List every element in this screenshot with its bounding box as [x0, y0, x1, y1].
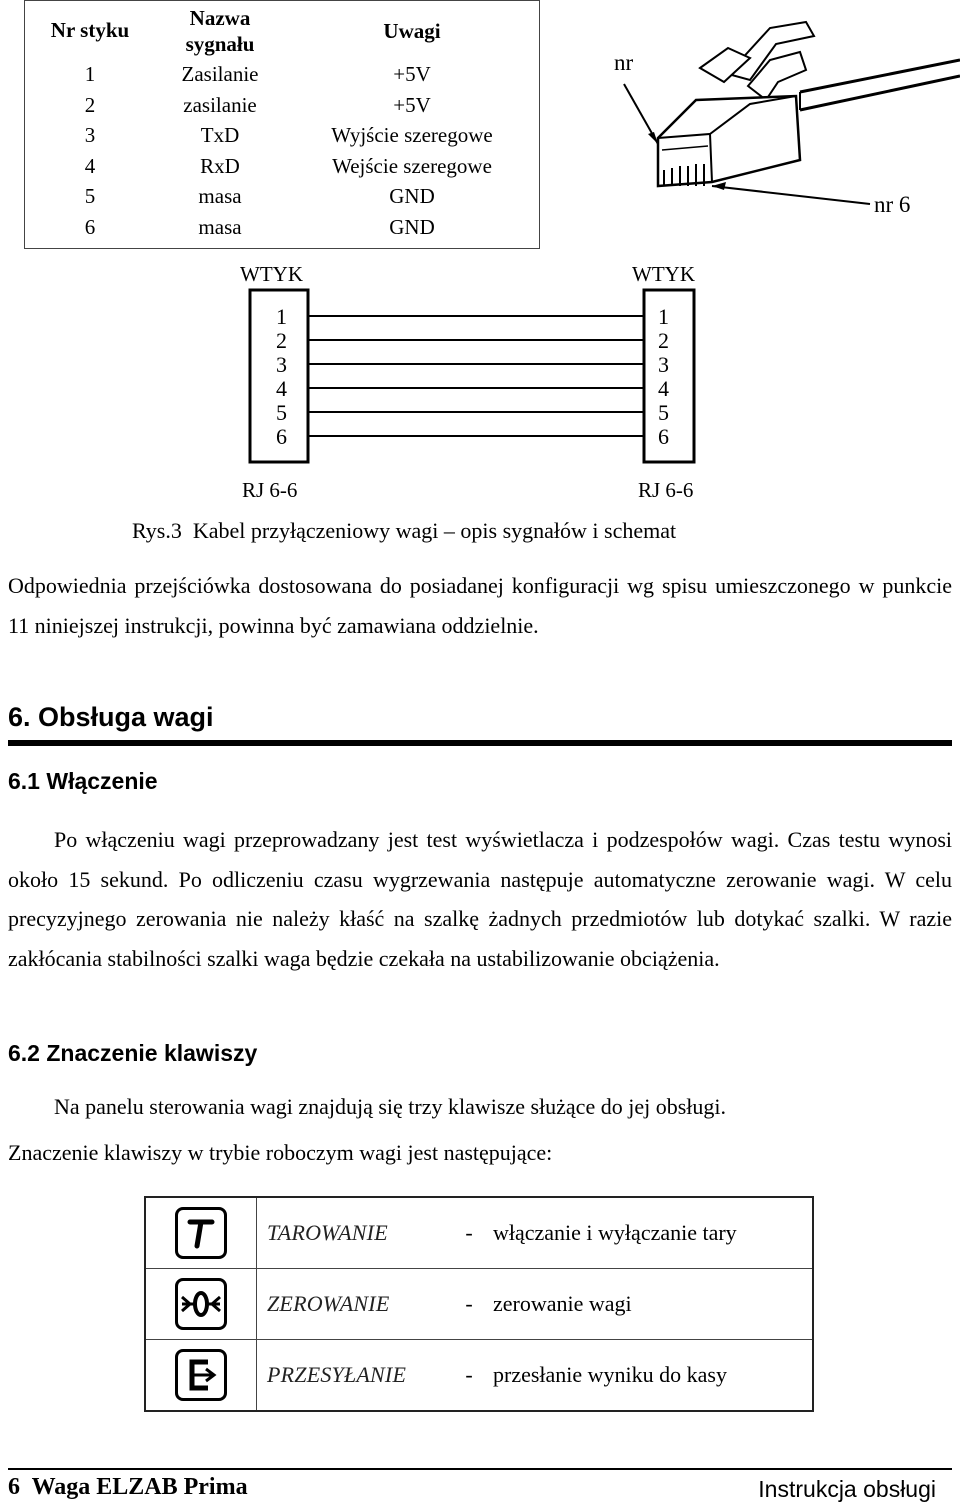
row-pin: 3: [84, 123, 96, 147]
key-dash: -: [465, 1220, 473, 1245]
row-name: zasilanie: [183, 92, 257, 117]
section-6-1-text: Po włączeniu wagi przeprowadzany jest test wyświetlacza i podzespołów wagi. Czas testu wynosi około 15 sekund. Po odliczeniu czasu wygrzewania następuje automatyczne zerowanie wagi. W celu precyzyjnego zerowania nie należy kłaść na szalkę żadnych przedmiotów lub dotykać szalki. W razie zakłócania stabilności szalki waga będzie czekała na ustabilizowanie obciążenia.: [8, 827, 952, 971]
header-notes: Uwagi: [383, 19, 441, 43]
signal-table-header: [25, 1, 540, 60]
section-divider: [8, 740, 952, 746]
footer-left: 6 Waga ELZAB Prima: [8, 1474, 248, 1500]
send-key-icon: [175, 1349, 227, 1401]
row-notes: +5V: [393, 62, 431, 86]
key-description: zerowanie wagi: [493, 1269, 813, 1340]
table-row: [145, 1340, 813, 1412]
key-icon-cell: [145, 1269, 257, 1340]
table-row: [25, 151, 540, 182]
key-dash: -: [445, 1340, 493, 1412]
row-name: TxD: [200, 123, 240, 147]
row-name: RxD: [200, 153, 240, 178]
left-pin: 6: [276, 424, 287, 449]
left-connector-type: RJ 6-6: [242, 478, 298, 502]
section-6-2-line1: Na panelu sterowania wagi znajdują się trzy klawisze służące do jej obsługi.: [54, 1094, 726, 1119]
footer-right: Instrukcja obsługi: [758, 1476, 936, 1502]
tare-key-icon: [175, 1207, 227, 1259]
table-row: [145, 1197, 813, 1269]
figure-caption: Rys.3 Kabel przyłączeniowy wagi – opis sygnałów i schemat: [132, 518, 677, 543]
right-pin: 5: [658, 400, 669, 425]
right-pin: 1: [658, 304, 669, 329]
table-row: [145, 1269, 813, 1340]
section-6-1-title: 6.1 Włączenie: [8, 768, 158, 794]
row-pin: 6: [84, 214, 96, 239]
row-pin: 5: [84, 184, 96, 208]
footer-rule: [8, 1468, 952, 1470]
key-name: TAROWANIE: [267, 1220, 388, 1245]
key-description: włączanie i wyłączanie tary: [493, 1220, 737, 1245]
header-name: Nazwa sygnału: [185, 6, 255, 56]
right-pin: 2: [658, 328, 669, 353]
row-name: masa: [198, 184, 242, 208]
row-name: Zasilanie: [181, 62, 259, 86]
left-pin: 5: [276, 400, 287, 425]
right-pin: 3: [658, 352, 669, 377]
row-pin: 2: [84, 92, 96, 117]
row-notes: GND: [389, 214, 435, 239]
section-6-2-line2: Znaczenie klawiszy w trybie roboczym wagi jest następujące:: [8, 1140, 553, 1165]
row-pin: 4: [84, 153, 96, 178]
right-connector-type: RJ 6-6: [638, 478, 694, 502]
right-pin: 4: [658, 376, 669, 401]
key-name: PRZESYŁANIE: [257, 1340, 446, 1412]
table-row: [25, 59, 540, 90]
table-row: [25, 90, 540, 121]
connector-label-nr: nr: [614, 50, 634, 75]
connector-label-nr6: nr 6: [874, 192, 911, 217]
key-dash: -: [445, 1269, 493, 1340]
left-pin: 4: [276, 376, 287, 401]
key-icon-cell: [145, 1197, 257, 1269]
key-description: przesłanie wyniku do kasy: [493, 1340, 813, 1412]
left-pin: 2: [276, 328, 287, 353]
keys-table: [144, 1196, 814, 1412]
row-name: masa: [198, 214, 242, 239]
right-plug-label: WTYK: [632, 262, 695, 286]
row-pin: 1: [84, 62, 96, 86]
table-row: [25, 212, 540, 249]
section-6-2-title: 6.2 Znaczenie klawiszy: [8, 1040, 258, 1066]
table-row: [25, 120, 540, 151]
left-pin: 3: [276, 352, 287, 377]
key-name: ZEROWANIE: [257, 1269, 446, 1340]
row-notes: Wyjście szeregowe: [331, 123, 493, 147]
key-icon-cell: [145, 1340, 257, 1412]
intro-paragraph: Odpowiednia przejściówka dostosowana do posiadanej konfiguracji wg spisu umieszczonego w punkcie 11 niniejszej instrukcji, powinna być zamawiana oddzielnie.: [8, 573, 952, 638]
row-notes: +5V: [393, 92, 431, 117]
right-plug-box: [644, 290, 694, 462]
signal-table: [24, 0, 540, 249]
table-row: [25, 181, 540, 212]
row-notes: GND: [389, 184, 435, 208]
section-6-title: 6. Obsługa wagi: [8, 702, 214, 732]
right-pin: 6: [658, 424, 669, 449]
row-notes: Wejście szeregowe: [332, 153, 492, 178]
left-pin: 1: [276, 304, 287, 329]
zero-key-icon: [175, 1278, 227, 1330]
header-pin: Nr styku: [50, 18, 130, 42]
left-plug-label: WTYK: [240, 262, 303, 286]
